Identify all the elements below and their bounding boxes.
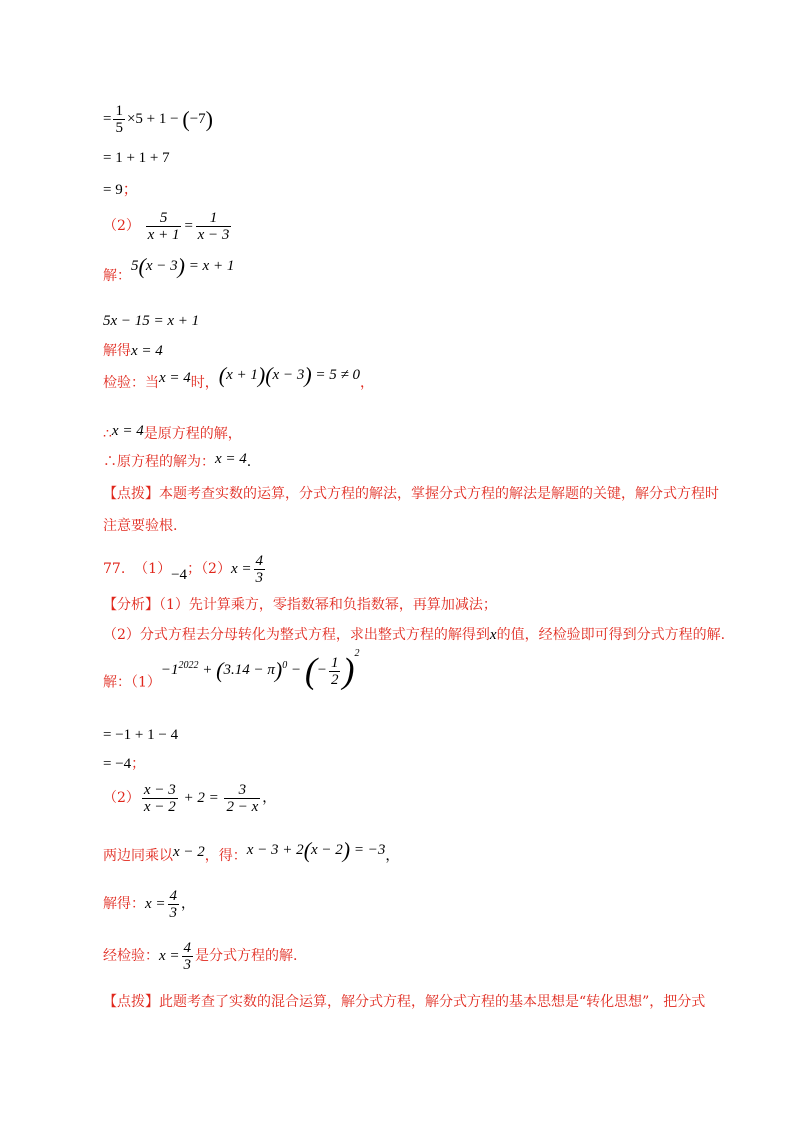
solution-line1: 解：5(x − 3) = x + 1 <box>103 253 235 284</box>
both-sides-line: 两边同乘以x − 2，得：x − 3 + 2(x − 2) = −3， <box>103 837 400 864</box>
fraction: $\frac{1}{5}$ <box>115 103 123 136</box>
final-line: ∴原方程的解为：x = 4. <box>103 451 252 470</box>
step-b2: = −4； <box>103 756 146 772</box>
step-b1: = −1 + 1 − 4 <box>103 727 179 743</box>
tip2-line1: 【点拨】此题考查了实数的混合运算，解分式方程，解分式方程的基本思想是“转化思想”，把分式 <box>103 994 706 1010</box>
check-line: 检验：当x = 4时，(x + 1)(x − 3) = 5 ≠ 0， <box>103 362 375 391</box>
check2-line: 经检验：x = $\frac{4}{3}$ 是分式方程的解. <box>103 940 298 973</box>
solution2-expression: 解：$(1)-1^{2022} + (3.14 - \pi)^0$ − (− $\frac{1}{2}$ )$^2$ <box>103 648 360 691</box>
analysis-line2: （2）分式方程去分母转化为整式方程，求出整式方程的解得到x的值，经检验即可得到分式方程的解. <box>103 627 726 643</box>
question-77-answer: 77. （1）−4；（2）x = $\frac{4}{3}$ <box>103 553 264 586</box>
tip1-line2: 注意要验根. <box>103 518 178 534</box>
part2-equation: （2） $\frac{5}{x + 1}$ = $\frac{1}{x - 3}$ <box>103 210 230 243</box>
step-a2: = 1 + 1 + 7 <box>103 150 170 166</box>
solved-line: 解得x = 4 <box>103 343 163 359</box>
part2b-equation: （2） $\frac{x - 3}{x - 2}$ + 2 = $\frac{3}{2 - x}$ ， <box>103 782 277 815</box>
analysis-line1: 【分析】（1）先计算乘方，零指数幂和负指数幂，再算加减法； <box>103 597 497 613</box>
tip1-line1: 【点拨】本题考查实数的运算，分式方程的解法，掌握分式方程的解法是解题的关键，解分式方程时 <box>103 486 719 502</box>
step-a3: = 9； <box>103 182 138 198</box>
solution-line2: 5x − 15 = x + 1 <box>103 313 200 329</box>
solved2-line: 解得：x = $\frac{4}{3}$ ， <box>103 888 196 921</box>
root-line: ∴x = 4是原方程的解， <box>103 423 242 442</box>
step-a1: = $\frac{1}{5}$ ×5 + 1 − (−7) <box>103 103 213 136</box>
